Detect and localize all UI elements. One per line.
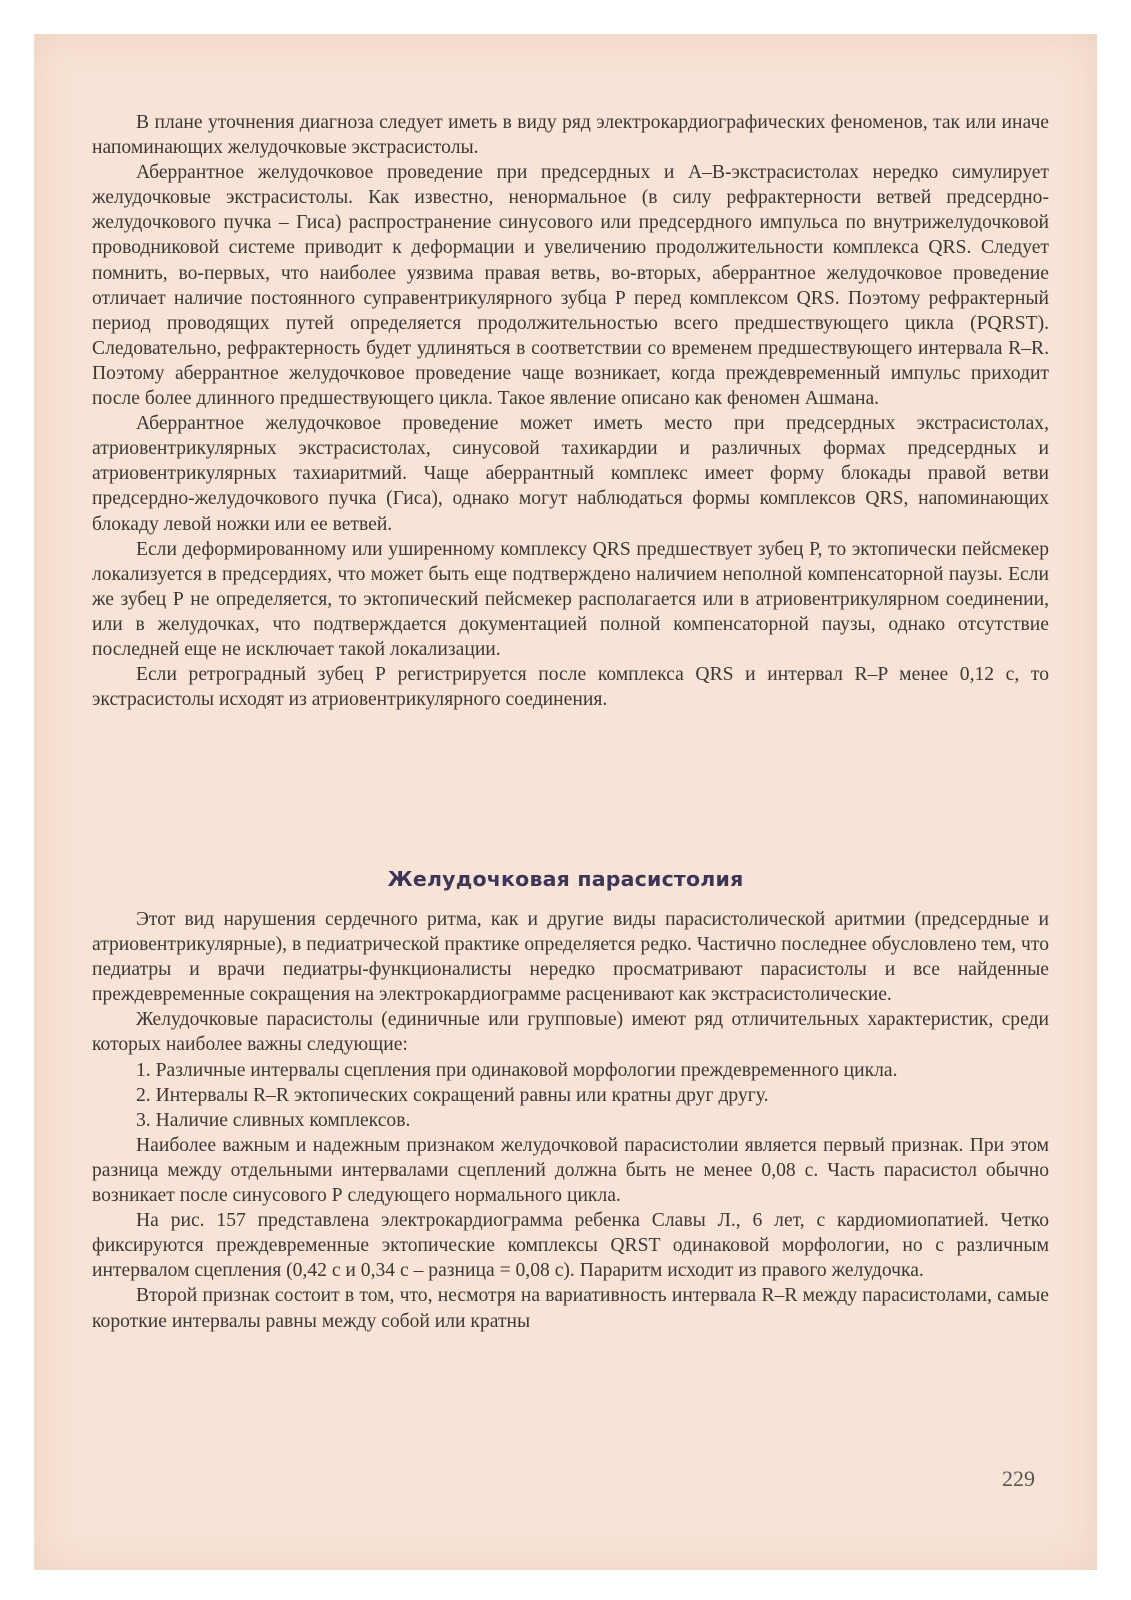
book-page (34, 34, 1097, 1570)
list-item: 2. Интервалы R–R эктопических сокращений равны или кратны друг другу. (136, 1084, 769, 1106)
section-2-text (92, 907, 1049, 1334)
paragraph: Если деформированному или уширенному комплексу QRS предшествует зубец Р, то эктопически пейсмекер локализуется в предсердиях, что может быть еще подтверждено наличием неполной компенсаторной паузы. Если же зубец Р не определяется, то эктопический пейсмекер располагается или в атриовентрикулярном соединении, или в желудочках, что подтверждается документацией полной компенсаторной паузы, однако отсутствие последней еще не исключает такой локализации. (92, 538, 1049, 660)
paragraph: Если ретроградный зубец Р регистрируется после комплекса QRS и интервал R–P менее 0,12 с, то экстрасистолы исходят из атриовентрикулярного соединения. (92, 664, 1049, 711)
paragraph: Аберрантное желудочковое проведение может иметь место при предсердных экстрасистолах, атриовентрикулярных экстрасистолах, синусовой тахикардии и различных формах предсердных и атриовентрикулярных тахиаритмий. Чаще аберрантный комплекс имеет форму блокады правой ветви предсердно-желудочкового пучка (Гиса), однако могут наблюдаться формы комплексов QRS, напоминающих блокаду левой ножки или ее ветвей. (92, 413, 1049, 535)
list-item: 3. Наличие сливных комплексов. (136, 1109, 411, 1131)
paragraph: Этот вид нарушения сердечного ритма, как и другие виды парасистолической аритмии (предсердные и атриовентрикулярные), в педиатрической практике определяется редко. Частично последнее обусловлено тем, что педиатры и врачи педиатры-функционалисты нередко просматривают парасистолы и все найденные преждевременные сокращения на электрокардиограмме расценивают как экстрасистолические. (92, 909, 1049, 1006)
page-number: 229 (1002, 1466, 1035, 1491)
paragraph: В плане уточнения диагноза следует иметь в виду ряд электрокардиографических феноменов, так или иначе напоминающих желудочковые экстрасистолы. (92, 112, 1049, 159)
section-1-text (92, 110, 1049, 712)
paragraph: Второй признак состоит в том, что, несмотря на вариативность интервала R–R между парасистолами, самые короткие интервалы равны между собой или кратны (92, 1285, 1049, 1332)
paragraph: Наиболее важным и надежным признаком желудочковой парасистолии является первый признак. При этом разница между отдельными интервалами сцеплений должна быть не менее 0,08 с. Часть парасистол обычно возникает после синусового Р следующего нормального цикла. (92, 1134, 1049, 1207)
section-heading: Желудочковая парасистолия (387, 867, 744, 891)
list-item: 1. Различные интервалы сцепления при одинаковой морфологии преждевременного цикла. (136, 1059, 898, 1081)
paragraph: Желудочковые парасистолы (единичные или групповые) имеют ряд отличительных характеристик, среди которых наиболее важны следующие: (92, 1009, 1049, 1056)
paragraph: Аберрантное желудочковое проведение при предсердных и А–В-экстрасистолах нередко симулирует желудочковые экстрасистолы. Как известно, ненормальное (в силу рефрактерности ветвей предсердно-желудочкового пучка – Гиса) распространение синусового или предсердного импульса по внутрижелудочковой проводниковой системе приводит к деформации и увеличению продолжительности комплекса QRS. Следует помнить, во-первых, что наиболее уязвима правая ветвь, во-вторых, аберрантное желудочковое проведение отличает наличие постоянного суправентрикулярного зубца Р перед комплексом QRS. Поэтому рефрактерный период проводящих путей определяется продолжительностью всего предшествующего цикла (PQRST). Следовательно, рефрактерность будет удлиняться в соответствии со временем предшествующего интервала R–R. Поэтому аберрантное желудочковое проведение чаще возникает, когда преждевременный импульс приходит после более длинного предшествующего цикла. Такое явление описано как феномен Ашмана. (92, 162, 1049, 410)
paragraph: На рис. 157 представлена электрокардиограмма ребенка Славы Л., 6 лет, с кардиомиопатией. Четко фиксируются преждевременные эктопические комплексы QRST одинаковой морфологии, но с различным интервалом сцепления (0,42 с и 0,34 с – разница = 0,08 с). Параритм исходит из правого желудочка. (92, 1210, 1049, 1282)
